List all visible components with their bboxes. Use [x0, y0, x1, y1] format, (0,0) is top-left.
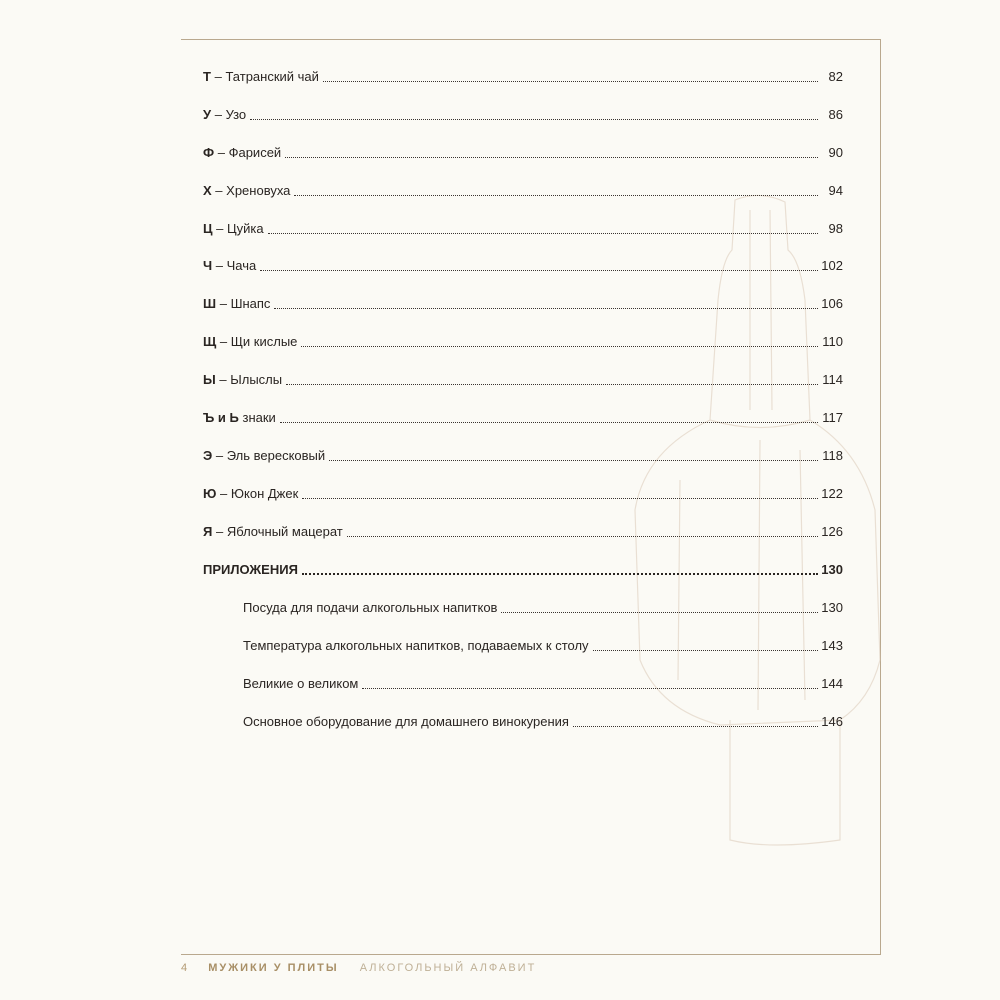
- toc-dash: –: [219, 372, 227, 387]
- toc-dash: –: [215, 183, 223, 198]
- toc-letter: Х: [203, 183, 212, 198]
- dot-leader: [294, 194, 818, 196]
- dot-leader: [301, 345, 818, 347]
- toc-title: Яблочный мацерат: [226, 524, 343, 539]
- toc-letter: Т: [203, 69, 211, 84]
- footer-series-title: МУЖИКИ У ПЛИТЫ: [208, 962, 339, 974]
- toc-entry[interactable]: [203, 61, 843, 85]
- dot-leader: [274, 307, 818, 309]
- toc-page-number: 114: [822, 372, 843, 387]
- toc-page-number: 144: [821, 676, 843, 691]
- dot-leader: [323, 80, 818, 82]
- toc-page-number: 146: [821, 714, 843, 729]
- dot-leader: [501, 611, 818, 613]
- dot-leader: [280, 421, 818, 423]
- toc-entry[interactable]: [203, 478, 843, 502]
- toc-letter: Я: [203, 524, 213, 539]
- toc-dash: –: [216, 221, 224, 236]
- toc-subentry[interactable]: [243, 668, 843, 692]
- toc-page-number: 130: [821, 600, 843, 615]
- toc-dash: –: [215, 258, 223, 273]
- toc-title: Температура алкогольных напитков, подаваемых к столу: [243, 638, 589, 653]
- toc-dash: –: [214, 107, 222, 122]
- dot-leader: [362, 687, 818, 689]
- toc-letter: Щ: [203, 334, 217, 349]
- toc-title: знаки: [242, 410, 276, 425]
- toc-page-number: 126: [821, 524, 843, 539]
- toc-subentry[interactable]: [243, 592, 843, 616]
- toc-entry[interactable]: [203, 440, 843, 464]
- dot-leader: [573, 725, 818, 727]
- toc-dash: –: [217, 145, 225, 160]
- toc-page-number: 94: [828, 183, 843, 198]
- toc-title: Основное оборудование для домашнего винокурения: [243, 714, 569, 729]
- toc-dash: –: [215, 524, 224, 539]
- dot-leader: [268, 232, 818, 234]
- dot-leader: [250, 118, 818, 120]
- toc-title: Шнапс: [230, 296, 271, 311]
- toc-section-appendices[interactable]: [203, 554, 843, 578]
- dot-leader: [347, 535, 818, 537]
- toc-page-number: 106: [821, 296, 843, 311]
- toc-page-number: 82: [828, 69, 843, 84]
- toc-entry[interactable]: [203, 213, 843, 237]
- toc-letter: Ю: [203, 486, 217, 501]
- toc-dash: –: [214, 69, 222, 84]
- toc-page-number: 122: [821, 486, 843, 501]
- toc-letter: Ц: [203, 221, 213, 236]
- toc-title: Узо: [225, 107, 247, 122]
- footer-page-number: 4: [181, 962, 190, 974]
- toc-title: Чача: [226, 258, 257, 273]
- toc-letter: Ч: [203, 258, 213, 273]
- toc-entry[interactable]: [203, 250, 843, 274]
- toc-letter: У: [203, 107, 212, 122]
- dot-leader: [302, 572, 818, 575]
- footer-book-title: АЛКОГОЛЬНЫЙ АЛФАВИТ: [359, 962, 537, 974]
- toc-title: Эль вересковый: [226, 448, 326, 463]
- toc-section-title: ПРИЛОЖЕНИЯ: [203, 562, 298, 577]
- dot-leader: [260, 269, 818, 271]
- toc-entry[interactable]: [203, 364, 843, 388]
- toc-title: Юкон Джек: [230, 486, 299, 501]
- page-footer: [181, 962, 536, 974]
- toc-title: Посуда для подачи алкогольных напитков: [243, 600, 498, 615]
- toc-entry[interactable]: [203, 326, 843, 350]
- toc-title: Фарисей: [228, 145, 282, 160]
- dot-leader: [302, 497, 818, 499]
- toc-title: Великие о великом: [243, 676, 359, 691]
- toc-page-number: 86: [828, 107, 843, 122]
- dot-leader: [285, 156, 818, 158]
- toc-title: Ылыслы: [230, 372, 283, 387]
- dot-leader: [286, 383, 818, 385]
- toc-page-number: 102: [821, 258, 843, 273]
- toc-dash: –: [219, 296, 227, 311]
- toc-subentry[interactable]: [243, 630, 843, 654]
- toc-title: Татранский чай: [225, 69, 319, 84]
- toc-letter: Ъ и Ь: [203, 410, 239, 425]
- toc-dash: –: [220, 486, 228, 501]
- toc-page-number: 143: [821, 638, 843, 653]
- toc-letter: Ф: [203, 145, 215, 160]
- dot-leader: [329, 459, 818, 461]
- toc-entry[interactable]: [203, 175, 843, 199]
- toc-page-number: 110: [822, 334, 843, 349]
- toc-page-number: 98: [828, 221, 843, 236]
- toc-page-number: 130: [821, 562, 843, 577]
- toc-dash: –: [215, 448, 224, 463]
- toc-title: Цуйка: [226, 221, 264, 236]
- toc-entry[interactable]: [203, 288, 843, 312]
- toc-page-number: 118: [822, 448, 843, 463]
- toc-letter: Ш: [203, 296, 217, 311]
- toc-dash: –: [219, 334, 228, 349]
- toc-page-number: 117: [822, 410, 843, 425]
- toc-entry[interactable]: [203, 402, 843, 426]
- dot-leader: [593, 649, 818, 651]
- toc-entry[interactable]: [203, 99, 843, 123]
- toc-entry[interactable]: [203, 516, 843, 540]
- toc-entry[interactable]: [203, 137, 843, 161]
- toc-page-number: 90: [828, 145, 843, 160]
- toc-letter: Э: [203, 448, 213, 463]
- toc-letter: Ы: [203, 372, 216, 387]
- toc-title: Щи кислые: [230, 334, 298, 349]
- toc-subentry[interactable]: [243, 706, 843, 730]
- toc-title: Хреновуха: [226, 183, 291, 198]
